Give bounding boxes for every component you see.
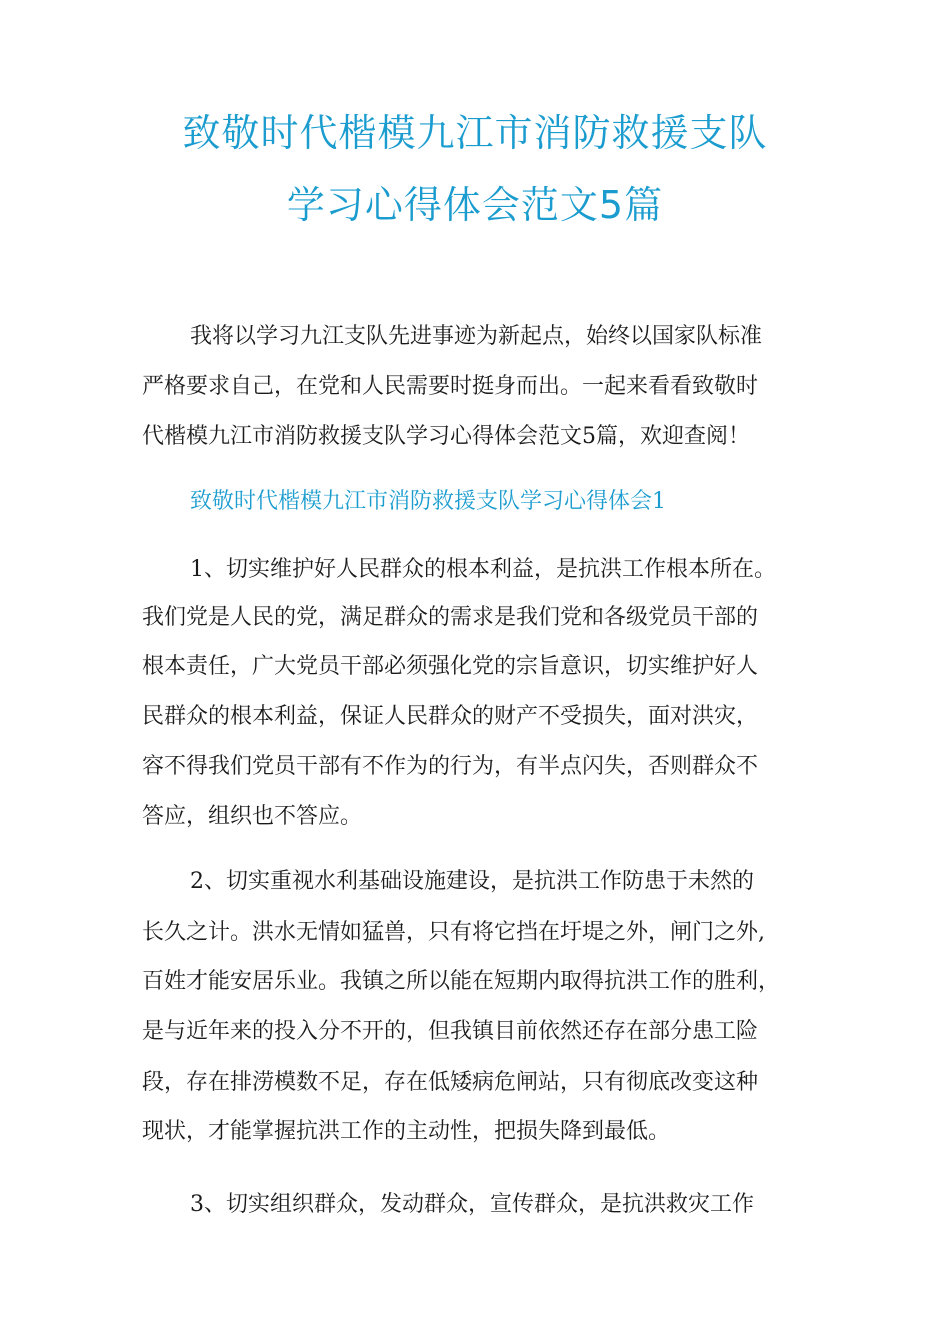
- paragraph1-line-5: 容不得我们党员干部有不作为的行为，有半点闪失，否则群众不: [142, 754, 759, 779]
- paragraph2-line-3: 百姓才能安居乐业。我镇之所以能在短期内取得抗洪工作的胜利，: [142, 969, 781, 994]
- intro-line-1: 我将以学习九江支队先进事迹为新起点，始终以国家队标准: [190, 324, 763, 349]
- paragraph2-line-4: 是与近年来的投入分不开的，但我镇目前依然还存在部分患工险: [142, 1019, 759, 1044]
- paragraph1-line-4: 民群众的根本利益，保证人民群众的财产不受损失，面对洪灾，: [142, 704, 759, 729]
- section-heading: 致敬时代楷模九江市消防救援支队学习心得体会1: [190, 489, 666, 514]
- paragraph2-line-1: 2、切实重视水利基础设施建设，是抗洪工作防患于未然的: [190, 869, 754, 894]
- paragraph1-line-3: 根本责任，广大党员干部必须强化党的宗旨意识，切实维护好人: [142, 654, 759, 679]
- document-title-line-1: 致敬时代楷模九江市消防救援支队: [182, 111, 768, 155]
- paragraph2-line-6: 现状，才能掌握抗洪工作的主动性，把损失降到最低。: [142, 1119, 671, 1144]
- document-title-line-2: 学习心得体会范文5篇: [286, 183, 664, 227]
- paragraph1-line-2: 我们党是人民的党，满足群众的需求是我们党和各级党员干部的: [142, 605, 759, 630]
- intro-line-3: 代楷模九江市消防救援支队学习心得体会范文5篇，欢迎查阅！: [142, 424, 750, 449]
- intro-line-2: 严格要求自己，在党和人民需要时挺身而出。一起来看看致敬时: [142, 374, 759, 399]
- paragraph2-line-5: 段，存在排涝模数不足，存在低矮病危闸站，只有彻底改变这种: [142, 1070, 759, 1095]
- paragraph2-line-2: 长久之计。洪水无情如猛兽，只有将它挡在圩堤之外，闸门之外,: [142, 920, 765, 945]
- paragraph1-line-6: 答应，组织也不答应。: [142, 804, 363, 829]
- paragraph3-line-1: 3、切实组织群众，发动群众，宣传群众，是抗洪救灾工作: [190, 1192, 754, 1217]
- paragraph1-line-1: 1、切实维护好人民群众的根本利益，是抗洪工作根本所在。: [190, 557, 776, 582]
